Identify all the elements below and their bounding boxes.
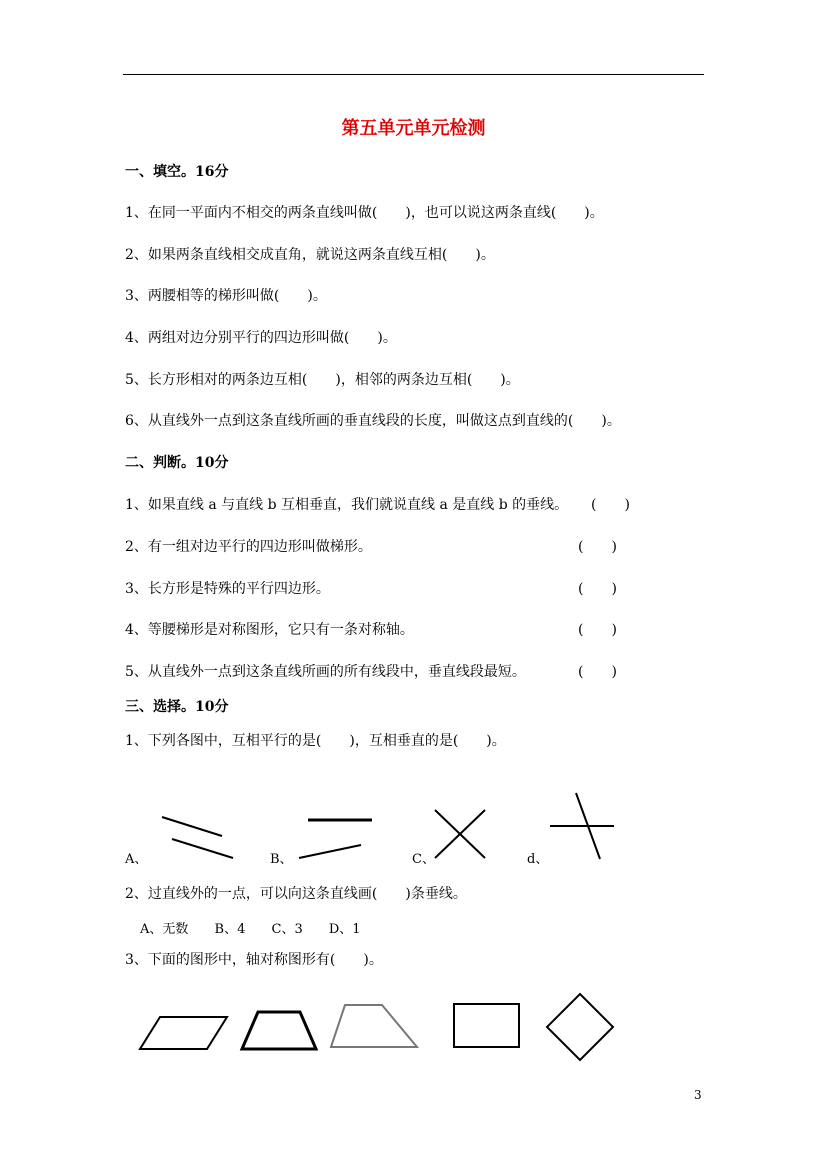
- figure-c-crossing-lines: [430, 805, 492, 863]
- judge-question-4: 4、等腰梯形是对称图形，它只有一条对称轴。: [125, 622, 414, 638]
- header-rule: [123, 74, 704, 75]
- section-heading-choice: 三、选择。10分: [125, 699, 229, 715]
- choice-option-b: B、4: [214, 922, 246, 937]
- section-heading-judge: 二、判断。10分: [125, 455, 229, 471]
- figure-a-intersecting-lines: [158, 812, 238, 862]
- page-title: 第五单元单元检测: [341, 118, 486, 139]
- option-label-b: B、: [270, 852, 293, 867]
- judge-question-5: 5、从直线外一点到这条直线所画的所有线段中，垂直线段最短。: [125, 664, 526, 680]
- figure-b-lines: [296, 815, 376, 863]
- isosceles-trapezoid-shape: [238, 1008, 320, 1054]
- trapezoid-shape: [327, 1001, 422, 1053]
- judge-answer-bracket-4: ( ): [578, 622, 617, 638]
- fill-question-3: 3、两腰相等的梯形叫做( )。: [125, 288, 327, 304]
- judge-answer-bracket-2: ( ): [578, 539, 617, 555]
- figure-d-perpendicular-lines: [547, 790, 619, 862]
- option-label-c: C、: [412, 852, 435, 867]
- fill-question-2: 2、如果两条直线相交成直角，就说这两条直线互相( )。: [125, 247, 495, 263]
- judge-answer-bracket-5: ( ): [578, 664, 617, 680]
- square-diamond-shape: [543, 990, 617, 1064]
- choice-question-1: 1、下列各图中，互相平行的是( )，互相垂直的是( )。: [125, 733, 506, 749]
- fill-question-4: 4、两组对边分别平行的四边形叫做( )。: [125, 330, 397, 346]
- judge-question-2: 2、有一组对边平行的四边形叫做梯形。: [125, 539, 372, 555]
- page-number: 3: [694, 1088, 702, 1102]
- rectangle-shape: [450, 1000, 524, 1052]
- section-heading-fill: 一、填空。16分: [125, 164, 229, 180]
- option-label-d: d、: [527, 852, 549, 867]
- judge-answer-bracket-3: ( ): [578, 581, 617, 597]
- choice-question-3: 3、下面的图形中，轴对称图形有( )。: [125, 952, 383, 968]
- judge-question-3: 3、长方形是特殊的平行四边形。: [125, 581, 330, 597]
- fill-question-5: 5、长方形相对的两条边互相( )，相邻的两条边互相( )。: [125, 372, 520, 388]
- choice-option-c: C、3: [271, 922, 303, 937]
- judge-answer-bracket-1: ( ): [591, 497, 630, 513]
- choice-option-d: D、1: [328, 922, 361, 937]
- choice-options-q2: [140, 918, 383, 937]
- option-label-a: A、: [125, 852, 148, 867]
- fill-question-6: 6、从直线外一点到这条直线所画的垂直线段的长度，叫做这点到直线的( )。: [125, 413, 621, 429]
- parallelogram-shape: [135, 1012, 235, 1054]
- judge-question-1: 1、如果直线 a 与直线 b 互相垂直，我们就说直线 a 是直线 b 的垂线。: [125, 497, 569, 513]
- choice-question-2: 2、过直线外的一点，可以向这条直线画( )条垂线。: [125, 886, 467, 902]
- fill-question-1: 1、在同一平面内不相交的两条直线叫做( )，也可以说这两条直线( )。: [125, 205, 604, 221]
- choice-option-a: A、无数: [140, 922, 189, 937]
